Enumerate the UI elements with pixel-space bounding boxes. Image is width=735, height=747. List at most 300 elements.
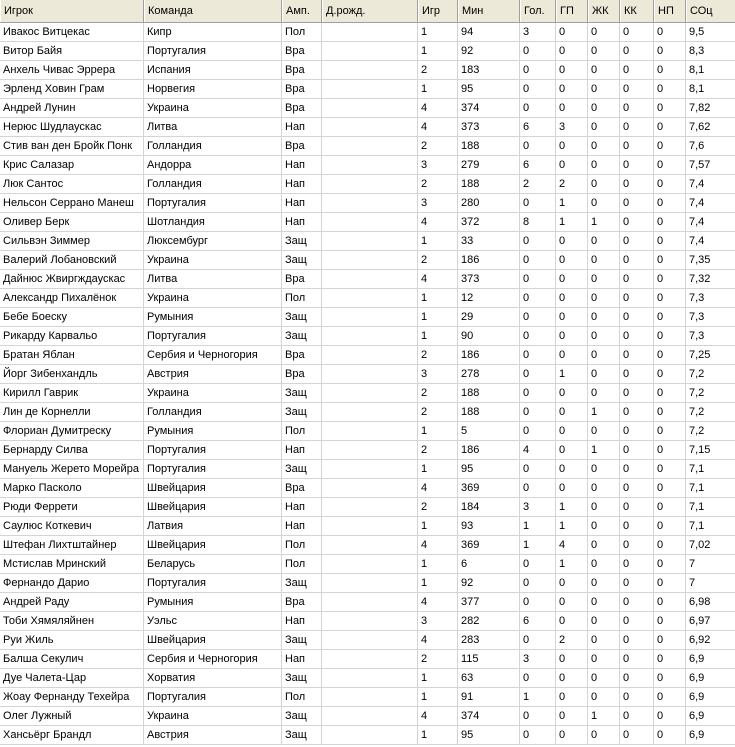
cell-goals: 0 bbox=[520, 194, 556, 213]
cell-avg-rating: 7,3 bbox=[686, 289, 735, 308]
cell-position: Защ bbox=[282, 574, 322, 593]
table-row[interactable] bbox=[0, 726, 735, 745]
cell-np: 0 bbox=[654, 726, 686, 745]
cell-birthdate bbox=[322, 593, 418, 612]
cell-avg-rating: 7,2 bbox=[686, 384, 735, 403]
cell-games: 4 bbox=[418, 99, 458, 118]
cell-player: Кирилл Гаврик bbox=[0, 384, 144, 403]
cell-avg-rating: 8,1 bbox=[686, 80, 735, 99]
column-header-minutes[interactable]: Мин bbox=[458, 0, 520, 22]
cell-games: 2 bbox=[418, 498, 458, 517]
cell-position: Пол bbox=[282, 23, 322, 42]
column-header-goals[interactable]: Гол. bbox=[520, 0, 556, 22]
cell-birthdate bbox=[322, 61, 418, 80]
cell-birthdate bbox=[322, 156, 418, 175]
cell-goals: 6 bbox=[520, 118, 556, 137]
cell-team: Беларусь bbox=[144, 555, 282, 574]
cell-games: 1 bbox=[418, 42, 458, 61]
column-header-np[interactable]: НП bbox=[654, 0, 686, 22]
cell-red-cards: 0 bbox=[620, 118, 654, 137]
table-row[interactable] bbox=[0, 631, 735, 650]
table-row[interactable] bbox=[0, 175, 735, 194]
table-row[interactable] bbox=[0, 346, 735, 365]
table-row[interactable] bbox=[0, 707, 735, 726]
cell-birthdate bbox=[322, 384, 418, 403]
cell-assists: 0 bbox=[556, 156, 588, 175]
cell-goals: 0 bbox=[520, 251, 556, 270]
cell-player: Валерий Лобановский bbox=[0, 251, 144, 270]
cell-team: Португалия bbox=[144, 688, 282, 707]
cell-red-cards: 0 bbox=[620, 99, 654, 118]
cell-minutes: 93 bbox=[458, 517, 520, 536]
cell-minutes: 188 bbox=[458, 137, 520, 156]
cell-birthdate bbox=[322, 23, 418, 42]
cell-birthdate bbox=[322, 346, 418, 365]
cell-yellow-cards: 0 bbox=[588, 536, 620, 555]
cell-team: Австрия bbox=[144, 726, 282, 745]
column-header-assists[interactable]: ГП bbox=[556, 0, 588, 22]
cell-red-cards: 0 bbox=[620, 289, 654, 308]
cell-games: 4 bbox=[418, 213, 458, 232]
cell-avg-rating: 7,02 bbox=[686, 536, 735, 555]
cell-player: Хансьёрг Брандл bbox=[0, 726, 144, 745]
cell-avg-rating: 6,98 bbox=[686, 593, 735, 612]
cell-player: Штефан Лихтштайнер bbox=[0, 536, 144, 555]
cell-np: 0 bbox=[654, 403, 686, 422]
cell-red-cards: 0 bbox=[620, 42, 654, 61]
table-row[interactable] bbox=[0, 137, 735, 156]
table-row[interactable] bbox=[0, 232, 735, 251]
cell-red-cards: 0 bbox=[620, 441, 654, 460]
cell-red-cards: 0 bbox=[620, 270, 654, 289]
cell-np: 0 bbox=[654, 289, 686, 308]
cell-yellow-cards: 0 bbox=[588, 422, 620, 441]
cell-avg-rating: 7,82 bbox=[686, 99, 735, 118]
cell-games: 1 bbox=[418, 80, 458, 99]
cell-red-cards: 0 bbox=[620, 422, 654, 441]
cell-birthdate bbox=[322, 631, 418, 650]
cell-games: 4 bbox=[418, 270, 458, 289]
cell-minutes: 91 bbox=[458, 688, 520, 707]
cell-np: 0 bbox=[654, 517, 686, 536]
cell-red-cards: 0 bbox=[620, 80, 654, 99]
cell-np: 0 bbox=[654, 707, 686, 726]
cell-position: Пол bbox=[282, 422, 322, 441]
cell-goals: 0 bbox=[520, 555, 556, 574]
cell-assists: 0 bbox=[556, 479, 588, 498]
cell-np: 0 bbox=[654, 688, 686, 707]
cell-games: 2 bbox=[418, 175, 458, 194]
cell-minutes: 283 bbox=[458, 631, 520, 650]
cell-avg-rating: 7 bbox=[686, 574, 735, 593]
cell-avg-rating: 7,4 bbox=[686, 232, 735, 251]
cell-yellow-cards: 0 bbox=[588, 612, 620, 631]
cell-avg-rating: 8,1 bbox=[686, 61, 735, 80]
cell-np: 0 bbox=[654, 422, 686, 441]
cell-minutes: 188 bbox=[458, 403, 520, 422]
table-row[interactable] bbox=[0, 308, 735, 327]
cell-birthdate bbox=[322, 289, 418, 308]
cell-avg-rating: 7,15 bbox=[686, 441, 735, 460]
cell-np: 0 bbox=[654, 80, 686, 99]
cell-player: Андрей Раду bbox=[0, 593, 144, 612]
cell-birthdate bbox=[322, 707, 418, 726]
cell-birthdate bbox=[322, 270, 418, 289]
cell-assists: 2 bbox=[556, 631, 588, 650]
cell-assists: 0 bbox=[556, 650, 588, 669]
table-row[interactable] bbox=[0, 61, 735, 80]
grid-body bbox=[0, 23, 735, 745]
cell-position: Нап bbox=[282, 498, 322, 517]
column-header-avg-rating[interactable]: СОц bbox=[686, 0, 735, 22]
cell-player: Тоби Хямяляйнен bbox=[0, 612, 144, 631]
cell-birthdate bbox=[322, 80, 418, 99]
cell-player: Александр Пихалёнок bbox=[0, 289, 144, 308]
cell-birthdate bbox=[322, 574, 418, 593]
cell-np: 0 bbox=[654, 498, 686, 517]
column-header-red-cards[interactable]: КК bbox=[620, 0, 654, 22]
table-row[interactable] bbox=[0, 441, 735, 460]
cell-goals: 0 bbox=[520, 61, 556, 80]
cell-team: Португалия bbox=[144, 327, 282, 346]
cell-yellow-cards: 0 bbox=[588, 118, 620, 137]
cell-yellow-cards: 0 bbox=[588, 327, 620, 346]
cell-assists: 0 bbox=[556, 726, 588, 745]
cell-position: Нап bbox=[282, 612, 322, 631]
table-row[interactable] bbox=[0, 688, 735, 707]
cell-avg-rating: 7 bbox=[686, 555, 735, 574]
cell-yellow-cards: 0 bbox=[588, 517, 620, 536]
cell-avg-rating: 7,4 bbox=[686, 213, 735, 232]
table-row[interactable] bbox=[0, 270, 735, 289]
cell-player: Балша Секулич bbox=[0, 650, 144, 669]
column-header-birthdate[interactable]: Д.рожд. bbox=[322, 0, 418, 22]
column-header-games[interactable]: Игр bbox=[418, 0, 458, 22]
table-row[interactable] bbox=[0, 422, 735, 441]
cell-assists: 1 bbox=[556, 365, 588, 384]
cell-games: 2 bbox=[418, 346, 458, 365]
cell-yellow-cards: 1 bbox=[588, 441, 620, 460]
table-row[interactable] bbox=[0, 118, 735, 137]
cell-team: Норвегия bbox=[144, 80, 282, 99]
cell-team: Литва bbox=[144, 118, 282, 137]
cell-team: Литва bbox=[144, 270, 282, 289]
cell-goals: 0 bbox=[520, 574, 556, 593]
cell-minutes: 33 bbox=[458, 232, 520, 251]
table-row[interactable] bbox=[0, 574, 735, 593]
cell-position: Вра bbox=[282, 365, 322, 384]
table-row[interactable] bbox=[0, 498, 735, 517]
cell-np: 0 bbox=[654, 327, 686, 346]
cell-np: 0 bbox=[654, 536, 686, 555]
cell-assists: 0 bbox=[556, 80, 588, 99]
cell-position: Вра bbox=[282, 137, 322, 156]
table-row[interactable] bbox=[0, 194, 735, 213]
cell-assists: 3 bbox=[556, 118, 588, 137]
cell-position: Вра bbox=[282, 479, 322, 498]
table-row[interactable] bbox=[0, 479, 735, 498]
table-row[interactable] bbox=[0, 99, 735, 118]
cell-player: Руи Жиль bbox=[0, 631, 144, 650]
table-row[interactable] bbox=[0, 80, 735, 99]
table-row[interactable] bbox=[0, 669, 735, 688]
cell-birthdate bbox=[322, 99, 418, 118]
cell-games: 2 bbox=[418, 650, 458, 669]
cell-games: 2 bbox=[418, 403, 458, 422]
cell-minutes: 188 bbox=[458, 175, 520, 194]
cell-team: Украина bbox=[144, 289, 282, 308]
cell-player: Флориан Думитреску bbox=[0, 422, 144, 441]
cell-red-cards: 0 bbox=[620, 574, 654, 593]
cell-birthdate bbox=[322, 194, 418, 213]
cell-yellow-cards: 0 bbox=[588, 593, 620, 612]
cell-minutes: 115 bbox=[458, 650, 520, 669]
cell-red-cards: 0 bbox=[620, 669, 654, 688]
cell-position: Нап bbox=[282, 118, 322, 137]
cell-assists: 0 bbox=[556, 308, 588, 327]
cell-team: Украина bbox=[144, 251, 282, 270]
table-row[interactable] bbox=[0, 403, 735, 422]
cell-assists: 0 bbox=[556, 707, 588, 726]
cell-team: Португалия bbox=[144, 574, 282, 593]
cell-goals: 0 bbox=[520, 327, 556, 346]
cell-position: Вра bbox=[282, 346, 322, 365]
cell-position: Нап bbox=[282, 650, 322, 669]
cell-player: Дайнюс Жвиргждаускас bbox=[0, 270, 144, 289]
cell-avg-rating: 7,57 bbox=[686, 156, 735, 175]
table-row[interactable] bbox=[0, 384, 735, 403]
cell-player: Рикарду Карвальо bbox=[0, 327, 144, 346]
cell-yellow-cards: 0 bbox=[588, 574, 620, 593]
cell-birthdate bbox=[322, 42, 418, 61]
cell-np: 0 bbox=[654, 118, 686, 137]
cell-goals: 0 bbox=[520, 80, 556, 99]
table-row[interactable] bbox=[0, 156, 735, 175]
cell-np: 0 bbox=[654, 460, 686, 479]
cell-games: 4 bbox=[418, 118, 458, 137]
cell-np: 0 bbox=[654, 593, 686, 612]
table-row[interactable] bbox=[0, 536, 735, 555]
cell-red-cards: 0 bbox=[620, 460, 654, 479]
cell-yellow-cards: 0 bbox=[588, 175, 620, 194]
cell-avg-rating: 8,3 bbox=[686, 42, 735, 61]
cell-np: 0 bbox=[654, 631, 686, 650]
cell-np: 0 bbox=[654, 650, 686, 669]
cell-yellow-cards: 0 bbox=[588, 42, 620, 61]
cell-red-cards: 0 bbox=[620, 346, 654, 365]
cell-team: Голландия bbox=[144, 175, 282, 194]
cell-yellow-cards: 0 bbox=[588, 61, 620, 80]
table-row[interactable] bbox=[0, 612, 735, 631]
cell-assists: 0 bbox=[556, 42, 588, 61]
table-row[interactable] bbox=[0, 23, 735, 42]
cell-player: Анхель Чивас Эррера bbox=[0, 61, 144, 80]
cell-goals: 0 bbox=[520, 669, 556, 688]
cell-avg-rating: 7,2 bbox=[686, 403, 735, 422]
cell-np: 0 bbox=[654, 156, 686, 175]
cell-red-cards: 0 bbox=[620, 213, 654, 232]
cell-red-cards: 0 bbox=[620, 688, 654, 707]
cell-np: 0 bbox=[654, 61, 686, 80]
cell-team: Португалия bbox=[144, 460, 282, 479]
cell-np: 0 bbox=[654, 251, 686, 270]
cell-red-cards: 0 bbox=[620, 327, 654, 346]
table-row[interactable] bbox=[0, 517, 735, 536]
cell-yellow-cards: 0 bbox=[588, 346, 620, 365]
cell-red-cards: 0 bbox=[620, 403, 654, 422]
cell-red-cards: 0 bbox=[620, 707, 654, 726]
cell-player: Эрленд Ховин Грам bbox=[0, 80, 144, 99]
cell-games: 1 bbox=[418, 232, 458, 251]
cell-np: 0 bbox=[654, 441, 686, 460]
cell-yellow-cards: 0 bbox=[588, 251, 620, 270]
cell-position: Нап bbox=[282, 213, 322, 232]
cell-yellow-cards: 0 bbox=[588, 80, 620, 99]
cell-yellow-cards: 0 bbox=[588, 688, 620, 707]
cell-games: 2 bbox=[418, 251, 458, 270]
column-header-team[interactable]: Команда bbox=[144, 0, 282, 22]
cell-goals: 8 bbox=[520, 213, 556, 232]
column-header-row bbox=[0, 0, 735, 23]
cell-goals: 0 bbox=[520, 422, 556, 441]
cell-goals: 0 bbox=[520, 308, 556, 327]
cell-yellow-cards: 1 bbox=[588, 403, 620, 422]
cell-position: Вра bbox=[282, 80, 322, 99]
cell-minutes: 6 bbox=[458, 555, 520, 574]
table-row[interactable] bbox=[0, 593, 735, 612]
cell-yellow-cards: 1 bbox=[588, 213, 620, 232]
cell-birthdate bbox=[322, 251, 418, 270]
cell-team: Швейцария bbox=[144, 479, 282, 498]
cell-avg-rating: 7,1 bbox=[686, 479, 735, 498]
cell-birthdate bbox=[322, 213, 418, 232]
cell-red-cards: 0 bbox=[620, 365, 654, 384]
cell-birthdate bbox=[322, 232, 418, 251]
cell-np: 0 bbox=[654, 213, 686, 232]
table-row[interactable] bbox=[0, 42, 735, 61]
table-row[interactable] bbox=[0, 460, 735, 479]
cell-avg-rating: 7,3 bbox=[686, 327, 735, 346]
cell-goals: 1 bbox=[520, 517, 556, 536]
cell-player: Рюди Феррети bbox=[0, 498, 144, 517]
cell-red-cards: 0 bbox=[620, 61, 654, 80]
cell-team: Шотландия bbox=[144, 213, 282, 232]
cell-assists: 0 bbox=[556, 251, 588, 270]
cell-avg-rating: 6,97 bbox=[686, 612, 735, 631]
cell-birthdate bbox=[322, 175, 418, 194]
cell-player: Дуе Чалета-Цар bbox=[0, 669, 144, 688]
cell-minutes: 95 bbox=[458, 726, 520, 745]
cell-assists: 0 bbox=[556, 612, 588, 631]
cell-birthdate bbox=[322, 365, 418, 384]
table-row[interactable] bbox=[0, 327, 735, 346]
cell-red-cards: 0 bbox=[620, 726, 654, 745]
cell-games: 3 bbox=[418, 365, 458, 384]
cell-games: 1 bbox=[418, 23, 458, 42]
cell-np: 0 bbox=[654, 346, 686, 365]
cell-red-cards: 0 bbox=[620, 517, 654, 536]
cell-assists: 2 bbox=[556, 175, 588, 194]
column-header-player[interactable]: Игрок bbox=[0, 0, 144, 22]
table-row[interactable] bbox=[0, 289, 735, 308]
cell-position: Защ bbox=[282, 707, 322, 726]
cell-minutes: 92 bbox=[458, 574, 520, 593]
cell-avg-rating: 7,32 bbox=[686, 270, 735, 289]
cell-games: 4 bbox=[418, 536, 458, 555]
cell-birthdate bbox=[322, 555, 418, 574]
cell-position: Нап bbox=[282, 194, 322, 213]
cell-yellow-cards: 0 bbox=[588, 631, 620, 650]
cell-games: 2 bbox=[418, 137, 458, 156]
cell-team: Австрия bbox=[144, 365, 282, 384]
table-row[interactable] bbox=[0, 213, 735, 232]
cell-minutes: 12 bbox=[458, 289, 520, 308]
cell-games: 3 bbox=[418, 194, 458, 213]
cell-position: Пол bbox=[282, 688, 322, 707]
cell-birthdate bbox=[322, 403, 418, 422]
cell-red-cards: 0 bbox=[620, 251, 654, 270]
cell-team: Хорватия bbox=[144, 669, 282, 688]
cell-avg-rating: 7,25 bbox=[686, 346, 735, 365]
table-row[interactable] bbox=[0, 365, 735, 384]
cell-assists: 0 bbox=[556, 289, 588, 308]
cell-assists: 0 bbox=[556, 23, 588, 42]
cell-np: 0 bbox=[654, 99, 686, 118]
cell-goals: 0 bbox=[520, 346, 556, 365]
cell-minutes: 188 bbox=[458, 384, 520, 403]
cell-player: Витор Байя bbox=[0, 42, 144, 61]
cell-goals: 0 bbox=[520, 232, 556, 251]
column-header-yellow-cards[interactable]: ЖК bbox=[588, 0, 620, 22]
cell-yellow-cards: 0 bbox=[588, 669, 620, 688]
cell-yellow-cards: 0 bbox=[588, 99, 620, 118]
cell-player: Нельсон Серрано Манеш bbox=[0, 194, 144, 213]
cell-red-cards: 0 bbox=[620, 498, 654, 517]
cell-avg-rating: 6,9 bbox=[686, 669, 735, 688]
cell-yellow-cards: 0 bbox=[588, 726, 620, 745]
column-header-position[interactable]: Амп. bbox=[282, 0, 322, 22]
cell-goals: 0 bbox=[520, 593, 556, 612]
cell-avg-rating: 7,1 bbox=[686, 498, 735, 517]
cell-minutes: 95 bbox=[458, 460, 520, 479]
cell-assists: 0 bbox=[556, 137, 588, 156]
cell-red-cards: 0 bbox=[620, 308, 654, 327]
cell-red-cards: 0 bbox=[620, 156, 654, 175]
cell-goals: 1 bbox=[520, 536, 556, 555]
cell-games: 1 bbox=[418, 327, 458, 346]
cell-avg-rating: 7,6 bbox=[686, 137, 735, 156]
cell-player: Йорг Зибенхандль bbox=[0, 365, 144, 384]
cell-assists: 1 bbox=[556, 213, 588, 232]
cell-red-cards: 0 bbox=[620, 23, 654, 42]
cell-red-cards: 0 bbox=[620, 232, 654, 251]
cell-np: 0 bbox=[654, 23, 686, 42]
cell-team: Швейцария bbox=[144, 498, 282, 517]
cell-player: Марко Пасколо bbox=[0, 479, 144, 498]
table-row[interactable] bbox=[0, 650, 735, 669]
cell-avg-rating: 6,92 bbox=[686, 631, 735, 650]
table-row[interactable] bbox=[0, 555, 735, 574]
cell-player: Люк Сантос bbox=[0, 175, 144, 194]
cell-birthdate bbox=[322, 650, 418, 669]
table-row[interactable] bbox=[0, 251, 735, 270]
cell-yellow-cards: 0 bbox=[588, 194, 620, 213]
cell-goals: 0 bbox=[520, 137, 556, 156]
cell-position: Защ bbox=[282, 460, 322, 479]
cell-np: 0 bbox=[654, 270, 686, 289]
cell-team: Португалия bbox=[144, 441, 282, 460]
cell-minutes: 186 bbox=[458, 441, 520, 460]
